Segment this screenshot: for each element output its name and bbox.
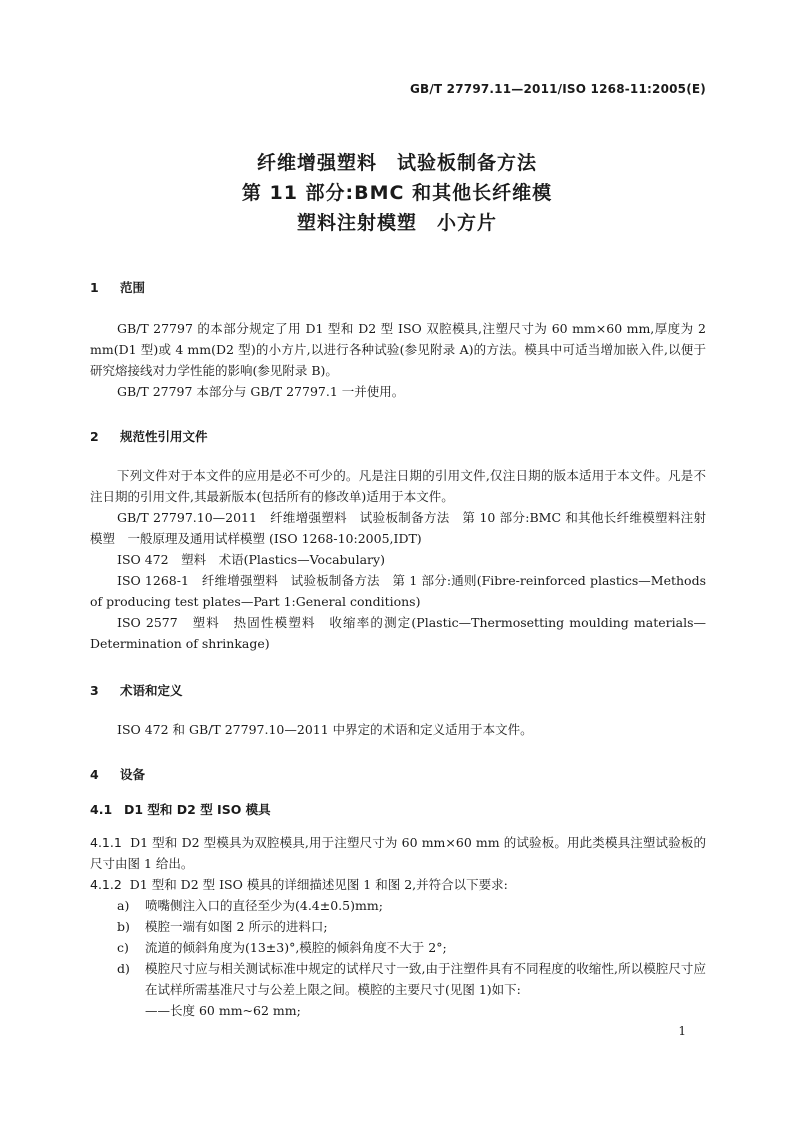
clause-text: D1 型和 D2 型模具为双腔模具,用于注塑尺寸为 60 mm×60 mm 的试验板。用此类模具注塑试验板的尺寸由图 1 给出。 [90,835,706,871]
section-title: 范围 [120,280,146,295]
scope-paragraph-2: GB/T 27797 本部分与 GB/T 27797.1 一并使用。 [117,384,405,399]
clause-4-1-1 [90,832,706,874]
references-intro: 下列文件对于本文件的应用是必不可少的。凡是注日期的引用文件,仅注日期的版本适用于本文件。凡是不注日期的引用文件,其最新版本(包括所有的修改单)适用于本文件。 [90,468,706,504]
reference-2: ISO 472 塑料 术语(Plastics—Vocabulary) [117,552,385,567]
section-title: 规范性引用文件 [120,429,208,444]
list-label: d) [117,961,130,976]
reference-4: ISO 2577 塑料 热固性模塑料 收缩率的测定(Plastic—Thermosetting moulding materials—Determination of shrinkage) [90,615,706,651]
list-text: 流道的倾斜角度为(13±3)°,模腔的倾斜角度不大于 2°; [145,940,447,955]
section-number: 3 [90,683,99,698]
standard-code-header: GB/T 27797.11—2011/ISO 1268-11:2005(E) [409,82,706,96]
title-line-1: 纤维增强塑料 试验板制备方法 [256,152,537,174]
list-label: a) [117,898,130,913]
section-number: 4.1 [90,802,113,817]
reference-1: GB/T 27797.10—2011 纤维增强塑料 试验板制备方法 第 10 部分:BMC 和其他长纤维模塑料注射模塑 一般原理及通用试样模塑 (ISO 1268-10:2005,IDT) [90,510,706,546]
section-title: 术语和定义 [120,683,183,698]
list-item [117,937,706,958]
list-text: 喷嘴侧注入口的直径至少为(4.4±0.5)mm; [145,898,383,913]
scope-paragraph-1: GB/T 27797 的本部分规定了用 D1 型和 D2 型 ISO 双腔模具,注塑尺寸为 60 mm×60 mm,厚度为 2 mm(D1 型)或 4 mm(D2 型)的小方片,以进行各种试验(参见附录 A)的方法。模具中可适当增加嵌入件,以便于研究熔接线对力学性能的影响(参见附录 B)。 [90,321,706,378]
clause-4-1-2 [90,874,706,895]
section-title: D1 型和 D2 型 ISO 模具 [124,802,271,817]
reference-3: ISO 1268-1 纤维增强塑料 试验板制备方法 第 1 部分:通则(Fibre-reinforced plastics—Methods of producing test plates—Part 1:General conditions) [90,573,706,609]
list-item [117,916,706,937]
section-number: 4 [90,767,99,782]
page-number: 1 [678,1024,686,1038]
dash-item: ——长度 60 mm~62 mm; [145,1003,301,1018]
section-number: 2 [90,429,99,444]
clause-number: 4.1.1 [90,835,122,850]
section-3-heading [90,681,183,699]
list-label: c) [117,940,129,955]
subsection-4-1-heading [90,800,271,818]
title-line-2: 第 11 部分:BMC 和其他长纤维模 [241,182,553,204]
section-1-heading [90,278,145,296]
title-line-3: 塑料注射模塑 小方片 [296,212,497,234]
section-4-heading [90,765,145,783]
list-text: 模腔尺寸应与相关测试标准中规定的试样尺寸一致,由于注塑件具有不同程度的收缩性,所以模腔尺寸应在试样所需基准尺寸与公差上限之间。模腔的主要尺寸(见图 1)如下: [145,961,706,997]
list-item [117,895,706,916]
section-number: 1 [90,280,99,295]
list-text: 模腔一端有如图 2 所示的进料口; [145,919,328,934]
clause-number: 4.1.2 [90,877,122,892]
section-2-heading [90,427,208,445]
list-label: b) [117,919,130,934]
clause-text: D1 型和 D2 型 ISO 模具的详细描述见图 1 和图 2,并符合以下要求: [129,877,508,892]
section-title: 设备 [120,767,146,782]
list-item [117,958,706,1000]
document-title [0,148,794,238]
terms-paragraph: ISO 472 和 GB/T 27797.10—2011 中界定的术语和定义适用于本文件。 [117,722,533,737]
